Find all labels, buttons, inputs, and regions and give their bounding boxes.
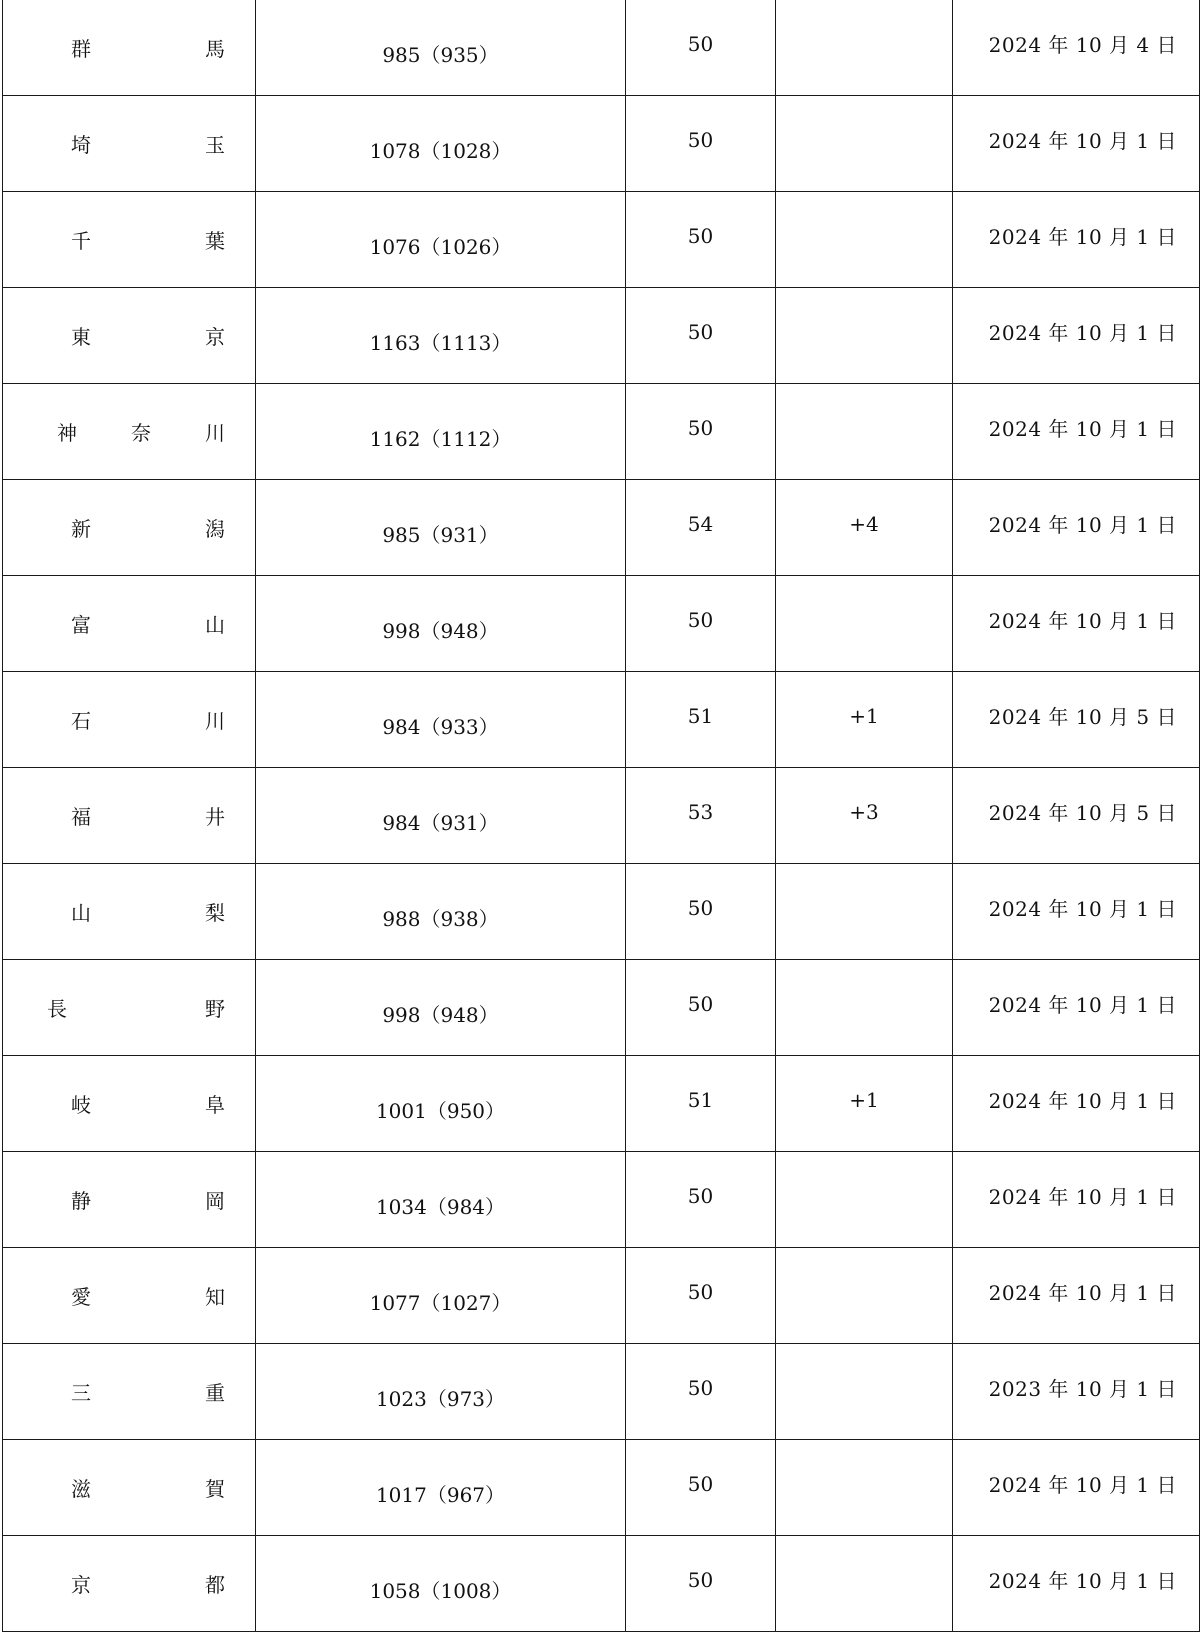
increase-cell [626, 672, 776, 768]
effective-date-cell [953, 1344, 1200, 1440]
prefecture-char: 長 [47, 997, 67, 1021]
extra-increase-cell [776, 1440, 953, 1536]
extra-increase-cell [776, 768, 953, 864]
effective-date-cell [953, 480, 1200, 576]
minimum-wage-table [2, 0, 1200, 1632]
wage-value: 998（948） [382, 619, 499, 643]
increase-value: 51 [687, 1087, 714, 1112]
prefecture-char: 馬 [205, 37, 225, 61]
increase-value: 51 [687, 703, 714, 728]
wage-cell [256, 1248, 626, 1344]
wage-value: 984（931） [382, 811, 499, 835]
table-row [3, 1056, 1200, 1152]
prefecture-cell [3, 672, 256, 768]
table-row [3, 480, 1200, 576]
effective-date-cell [953, 1440, 1200, 1536]
table-row [3, 384, 1200, 480]
wage-cell [256, 768, 626, 864]
increase-value: 50 [687, 319, 714, 344]
effective-date-cell [953, 1248, 1200, 1344]
increase-cell [626, 1056, 776, 1152]
wage-cell [256, 1152, 626, 1248]
extra-increase-cell [776, 288, 953, 384]
prefecture-char: 京 [71, 1573, 91, 1597]
wage-cell [256, 192, 626, 288]
wage-cell [256, 0, 626, 96]
table-body [3, 0, 1200, 1632]
extra-increase-cell [776, 480, 953, 576]
wage-value: 998（948） [382, 1003, 499, 1027]
effective-date-cell [953, 0, 1200, 96]
table-row [3, 288, 1200, 384]
increase-cell [626, 864, 776, 960]
effective-date-value: 2024 年 10 月 1 日 [988, 321, 1177, 345]
table-row [3, 1248, 1200, 1344]
prefecture-char: 富 [71, 613, 91, 637]
wage-value: 1163（1113） [369, 331, 512, 355]
wage-value: 1162（1112） [369, 427, 512, 451]
wage-cell [256, 480, 626, 576]
wage-value: 985（931） [382, 523, 499, 547]
prefecture-char: 川 [205, 421, 225, 445]
prefecture-char: 埼 [71, 133, 91, 157]
wage-value: 1034（984） [375, 1195, 506, 1219]
wage-cell [256, 576, 626, 672]
wage-cell [256, 960, 626, 1056]
increase-value: 50 [687, 1183, 714, 1208]
prefecture-char: 新 [71, 517, 91, 541]
table-row [3, 1536, 1200, 1632]
extra-increase-cell [776, 1152, 953, 1248]
extra-increase-cell [776, 192, 953, 288]
increase-cell [626, 1536, 776, 1632]
prefecture-char: 野 [205, 997, 225, 1021]
prefecture-cell [3, 864, 256, 960]
table-row [3, 960, 1200, 1056]
wage-cell [256, 1440, 626, 1536]
extra-increase-cell [776, 576, 953, 672]
table-row [3, 0, 1200, 96]
prefecture-char: 知 [205, 1285, 225, 1309]
prefecture-cell [3, 288, 256, 384]
increase-cell [626, 288, 776, 384]
wage-value: 1078（1028） [369, 139, 512, 163]
extra-increase-value: +1 [849, 1087, 879, 1112]
effective-date-cell [953, 864, 1200, 960]
increase-value: 50 [687, 1375, 714, 1400]
effective-date-value: 2024 年 10 月 1 日 [988, 129, 1177, 153]
increase-cell [626, 960, 776, 1056]
effective-date-value: 2024 年 10 月 1 日 [988, 1281, 1177, 1305]
prefecture-cell [3, 0, 256, 96]
increase-cell [626, 768, 776, 864]
wage-cell [256, 672, 626, 768]
effective-date-cell [953, 384, 1200, 480]
extra-increase-cell [776, 960, 953, 1056]
prefecture-char: 福 [71, 805, 91, 829]
prefecture-cell [3, 96, 256, 192]
wage-cell [256, 1344, 626, 1440]
prefecture-char: 潟 [205, 517, 225, 541]
wage-cell [256, 1056, 626, 1152]
effective-date-cell [953, 1536, 1200, 1632]
increase-value: 50 [687, 127, 714, 152]
effective-date-value: 2023 年 10 月 1 日 [988, 1377, 1177, 1401]
prefecture-char: 愛 [71, 1285, 91, 1309]
wage-value: 984（933） [382, 715, 499, 739]
wage-cell [256, 384, 626, 480]
effective-date-value: 2024 年 10 月 1 日 [988, 225, 1177, 249]
increase-value: 50 [687, 1279, 714, 1304]
effective-date-value: 2024 年 10 月 1 日 [988, 993, 1177, 1017]
effective-date-cell [953, 1152, 1200, 1248]
wage-cell [256, 864, 626, 960]
increase-value: 50 [687, 223, 714, 248]
wage-value: 1017（967） [375, 1483, 506, 1507]
effective-date-cell [953, 288, 1200, 384]
extra-increase-cell [776, 0, 953, 96]
prefecture-char: 梨 [205, 901, 225, 925]
prefecture-cell [3, 1248, 256, 1344]
wage-value: 1023（973） [375, 1387, 506, 1411]
increase-value: 50 [687, 1471, 714, 1496]
effective-date-value: 2024 年 10 月 5 日 [988, 705, 1177, 729]
wage-value: 985（935） [382, 43, 499, 67]
increase-cell [626, 1344, 776, 1440]
prefecture-char: 重 [205, 1381, 225, 1405]
prefecture-char: 山 [71, 901, 91, 925]
increase-value: 53 [687, 799, 714, 824]
increase-value: 50 [687, 991, 714, 1016]
effective-date-value: 2024 年 10 月 1 日 [988, 609, 1177, 633]
extra-increase-cell [776, 672, 953, 768]
table-row [3, 1344, 1200, 1440]
wage-value: 1077（1027） [369, 1291, 512, 1315]
prefecture-cell [3, 768, 256, 864]
prefecture-char: 群 [71, 37, 91, 61]
table-row [3, 96, 1200, 192]
increase-cell [626, 1152, 776, 1248]
increase-cell [626, 480, 776, 576]
prefecture-char: 葉 [205, 229, 225, 253]
increase-cell [626, 1440, 776, 1536]
prefecture-char: 石 [71, 709, 91, 733]
increase-value: 50 [687, 1567, 714, 1592]
table-row [3, 864, 1200, 960]
prefecture-cell [3, 480, 256, 576]
extra-increase-cell [776, 1536, 953, 1632]
effective-date-value: 2024 年 10 月 4 日 [988, 33, 1177, 57]
effective-date-value: 2024 年 10 月 5 日 [988, 801, 1177, 825]
prefecture-cell [3, 1056, 256, 1152]
increase-cell [626, 192, 776, 288]
increase-cell [626, 384, 776, 480]
extra-increase-cell [776, 1056, 953, 1152]
prefecture-cell [3, 1152, 256, 1248]
prefecture-char: 岡 [205, 1189, 225, 1213]
wage-value: 1076（1026） [369, 235, 512, 259]
table-row [3, 192, 1200, 288]
extra-increase-cell [776, 1248, 953, 1344]
effective-date-cell [953, 96, 1200, 192]
extra-increase-cell [776, 96, 953, 192]
table-row [3, 672, 1200, 768]
extra-increase-value: +1 [849, 703, 879, 728]
wage-value: 988（938） [382, 907, 499, 931]
prefecture-cell [3, 576, 256, 672]
effective-date-value: 2024 年 10 月 1 日 [988, 1569, 1177, 1593]
table-row [3, 768, 1200, 864]
wage-value: 1058（1008） [369, 1579, 512, 1603]
extra-increase-cell [776, 864, 953, 960]
extra-increase-value: +4 [849, 511, 879, 536]
prefecture-cell [3, 960, 256, 1056]
effective-date-cell [953, 192, 1200, 288]
prefecture-cell [3, 384, 256, 480]
prefecture-char: 東 [71, 325, 91, 349]
prefecture-cell [3, 1440, 256, 1536]
prefecture-char: 静 [71, 1189, 91, 1213]
prefecture-cell [3, 192, 256, 288]
wage-value: 1001（950） [375, 1099, 506, 1123]
table-row [3, 576, 1200, 672]
effective-date-value: 2024 年 10 月 1 日 [988, 417, 1177, 441]
prefecture-char: 阜 [205, 1093, 225, 1117]
wage-cell [256, 96, 626, 192]
effective-date-value: 2024 年 10 月 1 日 [988, 1185, 1177, 1209]
effective-date-value: 2024 年 10 月 1 日 [988, 897, 1177, 921]
wage-cell [256, 288, 626, 384]
prefecture-char: 岐 [71, 1093, 91, 1117]
prefecture-char: 奈 [131, 421, 151, 445]
prefecture-char: 三 [71, 1381, 91, 1405]
prefecture-cell [3, 1536, 256, 1632]
effective-date-cell [953, 672, 1200, 768]
effective-date-value: 2024 年 10 月 1 日 [988, 1473, 1177, 1497]
prefecture-char: 山 [205, 613, 225, 637]
extra-increase-cell [776, 384, 953, 480]
increase-value: 50 [687, 607, 714, 632]
prefecture-char: 京 [205, 325, 225, 349]
effective-date-cell [953, 768, 1200, 864]
prefecture-char: 千 [71, 229, 91, 253]
effective-date-value: 2024 年 10 月 1 日 [988, 1089, 1177, 1113]
effective-date-value: 2024 年 10 月 1 日 [988, 513, 1177, 537]
effective-date-cell [953, 576, 1200, 672]
prefecture-char: 神 [57, 421, 77, 445]
increase-cell [626, 0, 776, 96]
increase-value: 54 [687, 511, 714, 536]
prefecture-char: 川 [205, 709, 225, 733]
prefecture-char: 賀 [205, 1477, 225, 1501]
increase-cell [626, 576, 776, 672]
table-row [3, 1152, 1200, 1248]
prefecture-char: 玉 [205, 133, 225, 157]
prefecture-char: 都 [205, 1573, 225, 1597]
effective-date-cell [953, 960, 1200, 1056]
increase-value: 50 [687, 415, 714, 440]
increase-cell [626, 1248, 776, 1344]
increase-cell [626, 96, 776, 192]
prefecture-cell [3, 1344, 256, 1440]
extra-increase-cell [776, 1344, 953, 1440]
increase-value: 50 [687, 31, 714, 56]
extra-increase-value: +3 [849, 799, 879, 824]
prefecture-char: 滋 [71, 1477, 91, 1501]
table-row [3, 1440, 1200, 1536]
prefecture-char: 井 [205, 805, 225, 829]
wage-cell [256, 1536, 626, 1632]
increase-value: 50 [687, 895, 714, 920]
effective-date-cell [953, 1056, 1200, 1152]
